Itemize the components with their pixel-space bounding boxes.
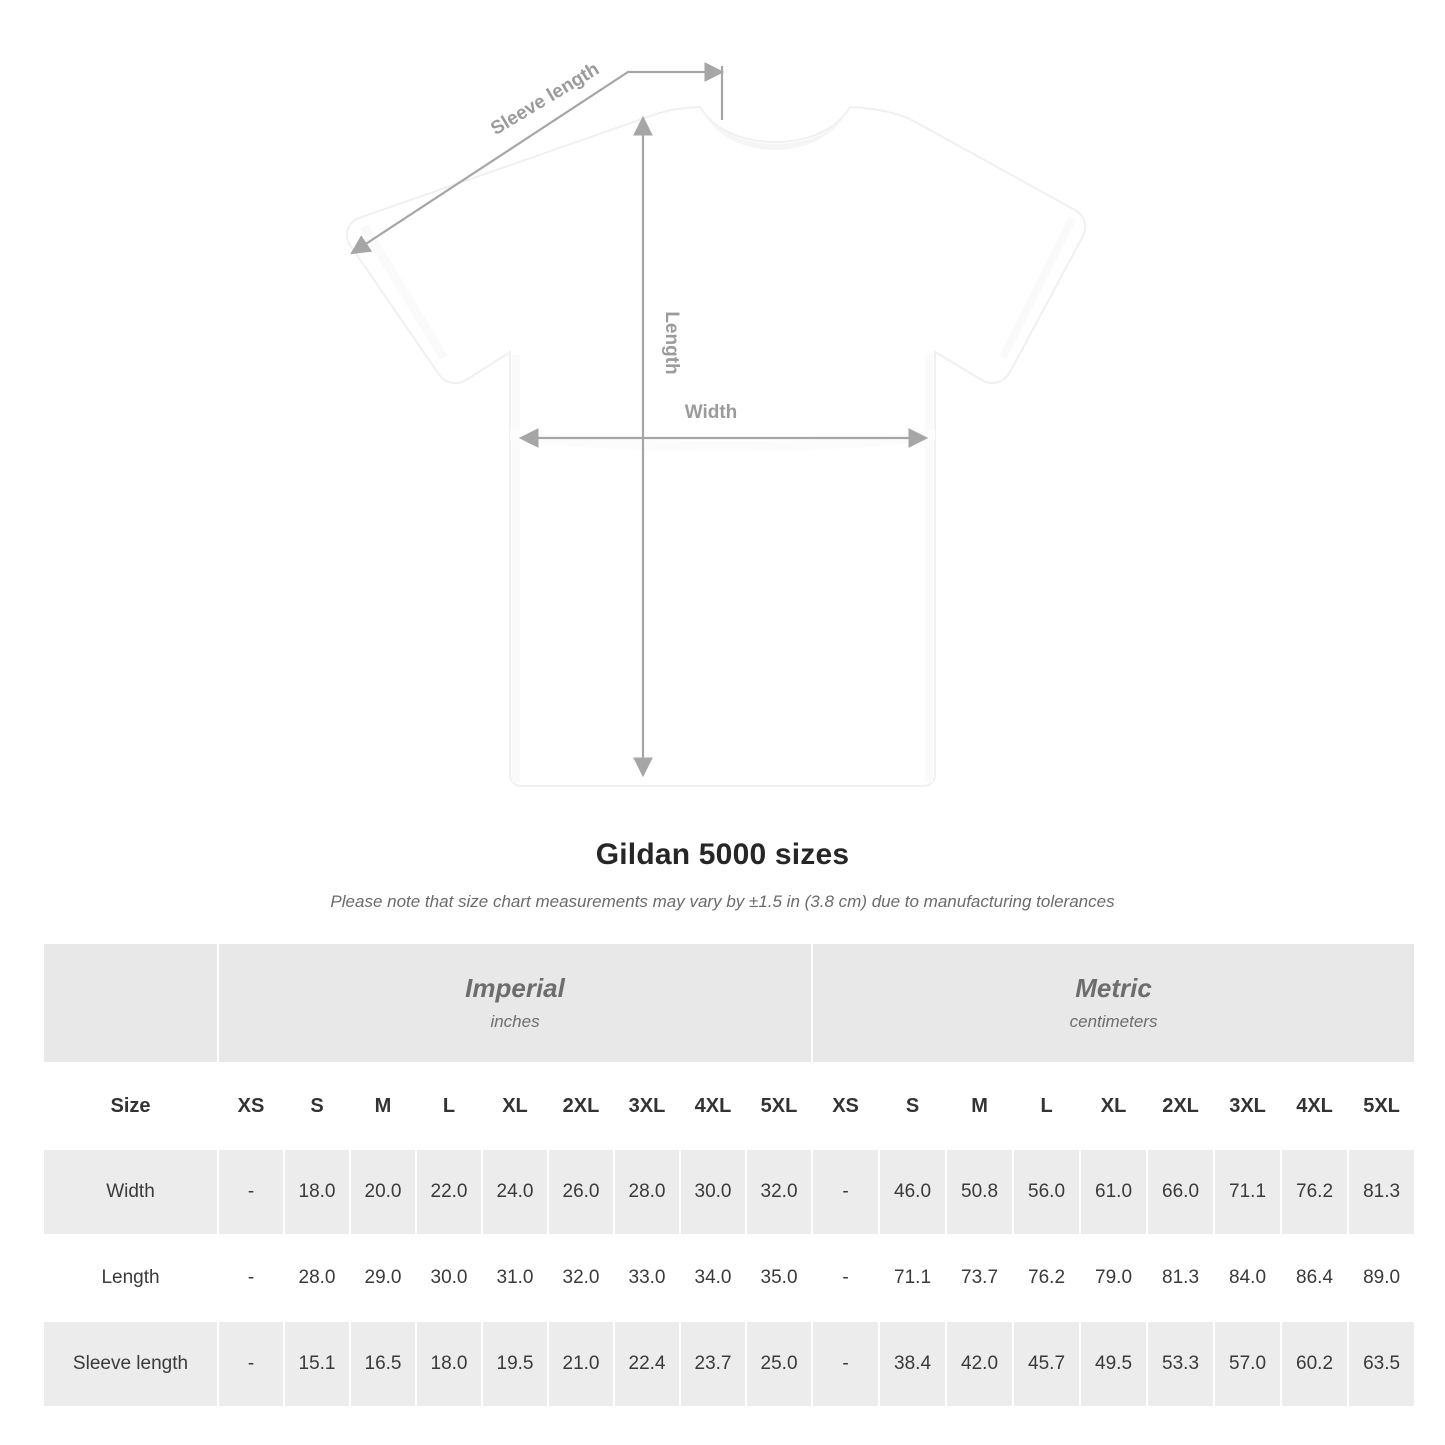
unit-name-metric: Metric — [1075, 972, 1152, 1003]
table-row-length — [43, 1235, 1415, 1321]
unit-header-row — [43, 943, 1415, 1063]
cell-length-metric-4xl: 86.4 — [1281, 1235, 1348, 1321]
row-label-width: Width — [43, 1149, 218, 1235]
cell-length-imperial-m: 29.0 — [350, 1235, 416, 1321]
page-title: Gildan 5000 sizes — [595, 838, 850, 871]
size-header-metric-3xl: 3XL — [1214, 1063, 1281, 1149]
size-header-metric-l: L — [1013, 1063, 1080, 1149]
cell-sleeve-imperial-xl: 19.5 — [482, 1321, 548, 1407]
cell-sleeve-imperial-4xl: 23.7 — [680, 1321, 746, 1407]
size-header-metric-xl: XL — [1080, 1063, 1147, 1149]
size-header-imperial-m: M — [350, 1063, 416, 1149]
cell-sleeve-metric-5xl: 63.5 — [1348, 1321, 1415, 1407]
cell-sleeve-imperial-l: 18.0 — [416, 1321, 482, 1407]
unit-name-imperial: Imperial — [465, 972, 565, 1003]
cell-sleeve-metric-4xl: 60.2 — [1281, 1321, 1348, 1407]
size-header-imperial-2xl: 2XL — [548, 1063, 614, 1149]
unit-sub-metric: centimeters — [1069, 1012, 1158, 1032]
cell-length-imperial-3xl: 33.0 — [614, 1235, 680, 1321]
unit-header-metric — [812, 943, 1415, 1063]
cell-width-imperial-l: 22.0 — [416, 1149, 482, 1235]
table-row-width — [43, 1149, 1415, 1235]
cell-width-imperial-m: 20.0 — [350, 1149, 416, 1235]
unit-header-imperial — [218, 943, 812, 1063]
size-header-label: Size — [43, 1063, 218, 1149]
cell-length-imperial-s: 28.0 — [284, 1235, 350, 1321]
size-header-metric-2xl: 2XL — [1147, 1063, 1214, 1149]
cell-length-metric-l: 76.2 — [1013, 1235, 1080, 1321]
cell-sleeve-imperial-xs: - — [218, 1321, 284, 1407]
cell-length-imperial-5xl: 35.0 — [746, 1235, 812, 1321]
size-header-metric-s: S — [879, 1063, 946, 1149]
cell-width-imperial-4xl: 30.0 — [680, 1149, 746, 1235]
size-header-imperial-4xl: 4XL — [680, 1063, 746, 1149]
size-header-imperial-5xl: 5XL — [746, 1063, 812, 1149]
cell-length-metric-5xl: 89.0 — [1348, 1235, 1415, 1321]
cell-width-metric-l: 56.0 — [1013, 1149, 1080, 1235]
cell-length-imperial-2xl: 32.0 — [548, 1235, 614, 1321]
size-header-metric-m: M — [946, 1063, 1013, 1149]
cell-sleeve-imperial-5xl: 25.0 — [746, 1321, 812, 1407]
cell-length-metric-xs: - — [812, 1235, 879, 1321]
cell-width-metric-xl: 61.0 — [1080, 1149, 1147, 1235]
cell-sleeve-metric-3xl: 57.0 — [1214, 1321, 1281, 1407]
cell-width-imperial-xs: - — [218, 1149, 284, 1235]
cell-sleeve-metric-l: 45.7 — [1013, 1321, 1080, 1407]
cell-length-imperial-xl: 31.0 — [482, 1235, 548, 1321]
cell-sleeve-metric-2xl: 53.3 — [1147, 1321, 1214, 1407]
unit-header-blank — [43, 943, 218, 1063]
cell-length-metric-s: 71.1 — [879, 1235, 946, 1321]
sleeve-length-label: Sleeve length — [487, 58, 604, 140]
cell-width-metric-m: 50.8 — [946, 1149, 1013, 1235]
cell-width-imperial-2xl: 26.0 — [548, 1149, 614, 1235]
cell-length-imperial-4xl: 34.0 — [680, 1235, 746, 1321]
cell-length-metric-xl: 79.0 — [1080, 1235, 1147, 1321]
cell-width-imperial-3xl: 28.0 — [614, 1149, 680, 1235]
cell-width-imperial-5xl: 32.0 — [746, 1149, 812, 1235]
cell-sleeve-imperial-m: 16.5 — [350, 1321, 416, 1407]
size-table — [42, 942, 1416, 1408]
cell-width-imperial-s: 18.0 — [284, 1149, 350, 1235]
cell-width-metric-4xl: 76.2 — [1281, 1149, 1348, 1235]
size-header-metric-5xl: 5XL — [1348, 1063, 1415, 1149]
cell-length-imperial-l: 30.0 — [416, 1235, 482, 1321]
cell-width-metric-2xl: 66.0 — [1147, 1149, 1214, 1235]
cell-length-imperial-xs: - — [218, 1235, 284, 1321]
cell-sleeve-metric-s: 38.4 — [879, 1321, 946, 1407]
size-header-metric-4xl: 4XL — [1281, 1063, 1348, 1149]
width-label: Width — [684, 402, 738, 423]
cell-sleeve-imperial-s: 15.1 — [284, 1321, 350, 1407]
size-header-imperial-l: L — [416, 1063, 482, 1149]
size-table-wrapper — [42, 942, 1403, 1408]
cell-sleeve-imperial-2xl: 21.0 — [548, 1321, 614, 1407]
cell-length-metric-3xl: 84.0 — [1214, 1235, 1281, 1321]
title-block — [0, 838, 1445, 912]
size-header-imperial-xs: XS — [218, 1063, 284, 1149]
size-header-imperial-xl: XL — [482, 1063, 548, 1149]
size-header-metric-xs: XS — [812, 1063, 879, 1149]
row-label-length: Length — [43, 1235, 218, 1321]
cell-length-metric-2xl: 81.3 — [1147, 1235, 1214, 1321]
cell-sleeve-metric-xl: 49.5 — [1080, 1321, 1147, 1407]
cell-width-imperial-xl: 24.0 — [482, 1149, 548, 1235]
cell-width-metric-xs: - — [812, 1149, 879, 1235]
cell-width-metric-s: 46.0 — [879, 1149, 946, 1235]
length-label: Length — [661, 311, 682, 375]
table-row-sleeve-length — [43, 1321, 1415, 1407]
cell-width-metric-3xl: 71.1 — [1214, 1149, 1281, 1235]
tshirt-graphic — [347, 107, 1085, 786]
size-header-imperial-3xl: 3XL — [614, 1063, 680, 1149]
cell-sleeve-imperial-3xl: 22.4 — [614, 1321, 680, 1407]
cell-sleeve-metric-xs: - — [812, 1321, 879, 1407]
size-header-imperial-s: S — [284, 1063, 350, 1149]
tolerance-note: Please note that size chart measurements may vary by ±1.5 in (3.8 cm) due to manufacturing tolerances — [330, 892, 1115, 911]
unit-sub-imperial: inches — [490, 1012, 540, 1032]
row-label-sleeve-length: Sleeve length — [43, 1321, 218, 1407]
cell-length-metric-m: 73.7 — [946, 1235, 1013, 1321]
size-header-row — [43, 1063, 1415, 1149]
cell-width-metric-5xl: 81.3 — [1348, 1149, 1415, 1235]
cell-sleeve-metric-m: 42.0 — [946, 1321, 1013, 1407]
